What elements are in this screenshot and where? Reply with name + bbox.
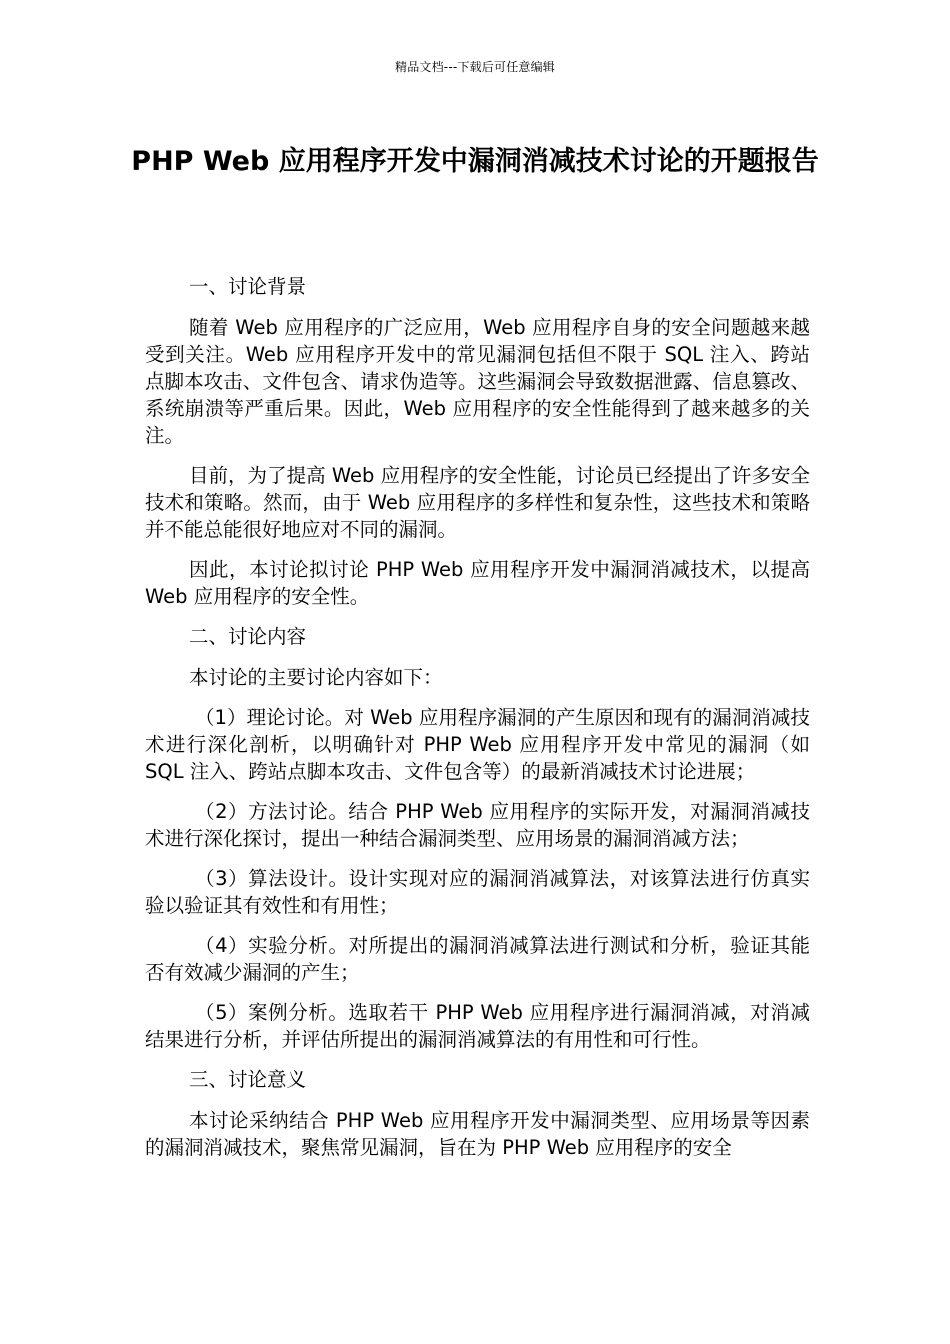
list-item: （5）案例分析。选取若干 PHP Web 应用程序进行漏洞消减，对消减结果进行分析，并评估所提出的漏洞消减算法的有用性和可行性。 [145, 1001, 810, 1051]
list-item: （2）方法讨论。结合 PHP Web 应用程序的实际开发，对漏洞消减技术进行深化探讨，提出一种结合漏洞类型、应用场景的漏洞消减方法； [145, 800, 810, 850]
paragraph: 本讨论的主要讨论内容如下： [189, 666, 443, 689]
paragraph: 因此，本讨论拟讨论 PHP Web 应用程序开发中漏洞消减技术，以提高 Web 应用程序的安全性。 [145, 558, 810, 608]
document-body [145, 273, 810, 1174]
paragraph: 目前，为了提高 Web 应用程序的安全性能，讨论员已经提出了许多安全技术和策略。然而，由于 Web 应用程序的多样性和复杂性，这些技术和策略并不能总能很好地应对不同的漏洞。 [145, 464, 810, 541]
page-header: 精品文档---下载后可任意编辑 [395, 60, 555, 74]
paragraph: 本讨论采纳结合 PHP Web 应用程序开发中漏洞类型、应用场景等因素的漏洞消减技术，聚焦常见漏洞，旨在为 PHP Web 应用程序的安全 [145, 1109, 810, 1159]
section-heading-background: 一、讨论背景 [189, 275, 307, 298]
list-item: （4）实验分析。对所提出的漏洞消减算法进行测试和分析，验证其能否有效减少漏洞的产生； [145, 934, 810, 984]
paragraph: 随着 Web 应用程序的广泛应用，Web 应用程序自身的安全问题越来越受到关注。Web 应用程序开发中的常见漏洞包括但不限于 SQL 注入、跨站点脚本攻击、文件包含、请求伪造等。这些漏洞会导致数据泄露、信息篡改、系统崩溃等严重后果。因此，Web 应用程序的安全性能得到了越来越多的关注。 [145, 316, 810, 447]
section-heading-content: 二、讨论内容 [189, 625, 307, 648]
document-title: PHP Web 应用程序开发中漏洞消减技术讨论的开题报告 [131, 146, 819, 177]
section-heading-significance: 三、讨论意义 [189, 1068, 307, 1091]
list-item: （1）理论讨论。对 Web 应用程序漏洞的产生原因和现有的漏洞消减技术进行深化剖析，以明确针对 PHP Web 应用程序开发中常见的漏洞（如 SQL 注入、跨站点脚本攻击、文件包含等）的最新消减技术讨论进展； [145, 706, 810, 783]
list-item: （3）算法设计。设计实现对应的漏洞消减算法，对该算法进行仿真实验以验证其有效性和有用性； [145, 867, 810, 917]
